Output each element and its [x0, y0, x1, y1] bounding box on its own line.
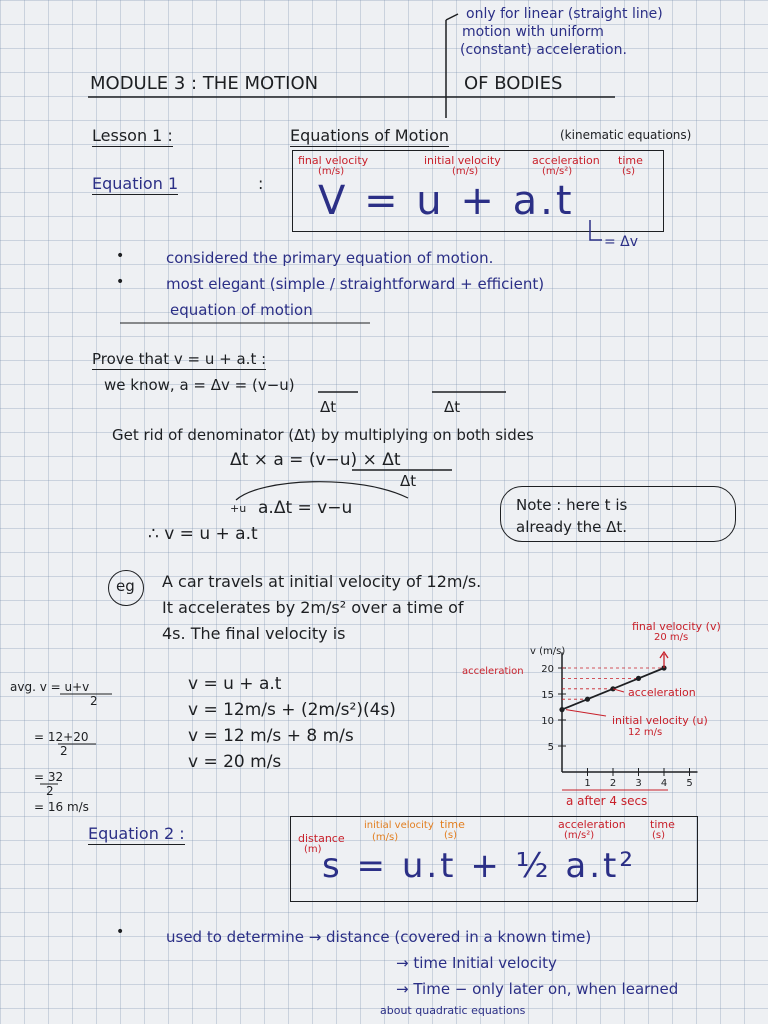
bullet-dot: •: [116, 274, 125, 290]
proof-line4: a.Δt = v−u: [258, 498, 353, 518]
bullet-most-elegant-cont: equation of motion: [170, 301, 313, 319]
graph-accel-label-2: acceleration: [628, 686, 696, 699]
note-bubble-line1: Note : here t is: [516, 496, 628, 514]
graph-point: [636, 676, 641, 681]
eq1-final-unit: (m/s): [318, 166, 345, 177]
graph-initial-label: initial velocity (u): [612, 714, 708, 727]
bullet-most-elegant: most elegant (simple / straightforward + efficient): [166, 275, 545, 293]
note-bubble-line2: already the Δt.: [516, 518, 628, 536]
eq2-time-label: time: [440, 818, 465, 831]
graph-caption: a after 4 secs: [566, 794, 648, 808]
eq1-initial-label: initial velocity: [424, 154, 501, 167]
proof-plus-u: +u: [230, 502, 247, 515]
graph-x-tick-label: 2: [609, 778, 617, 789]
example-line2: It accelerates by 2m/s² over a time of: [162, 598, 464, 617]
bullet-primary-equation: considered the primary equation of motion.: [166, 249, 494, 267]
equation2-label: Equation 2 :: [88, 824, 185, 843]
note-linear-motion-1: only for linear (straight line): [466, 6, 663, 22]
graph-y-label: v (m/s): [530, 646, 566, 657]
lesson-label: Lesson 1 :: [92, 126, 173, 145]
eq1-time-unit: (s): [622, 166, 636, 177]
graph-x-tick-label: 1: [584, 778, 591, 789]
graph-y-tick-label: 5: [547, 742, 554, 753]
example-work-3: v = 12 m/s + 8 m/s: [188, 726, 354, 746]
eq1-accel-label: acceleration: [532, 154, 600, 167]
proof-line3: Δt × a = (v−u) × Δt: [230, 450, 401, 470]
avg-line1: avg. v = u+v: [10, 680, 90, 694]
equation1-colon: :: [258, 174, 264, 193]
avg-line4: = 16 m/s: [34, 800, 89, 814]
proof-line5: ∴ v = u + a.t: [148, 524, 258, 544]
move-u-arrow: [236, 482, 408, 500]
eq2-distance-label: distance: [298, 832, 345, 845]
graph-y-tick-label: 15: [541, 690, 554, 701]
eq2-accel-unit: (m/s²): [564, 830, 595, 841]
eq1-initial-unit: (m/s): [452, 166, 479, 177]
eq2-used-to-determine: used to determine → distance (covered in a known time): [166, 928, 592, 946]
eq1-delta-note: = Δv: [604, 234, 639, 250]
example-work-4: v = 20 m/s: [188, 752, 282, 772]
delta-arrow: [590, 220, 602, 240]
avg-line1-den: 2: [90, 694, 98, 708]
bullet-dot: •: [116, 924, 125, 940]
graph-point: [585, 697, 590, 702]
note-linear-motion-3: (constant) acceleration.: [460, 42, 627, 58]
eq2-time2-unit: (s): [652, 830, 666, 841]
eq2-distance-unit: (m): [304, 844, 322, 855]
module-title: MODULE 3 : THE MOTION: [90, 73, 319, 94]
eq1-accel-unit: (m/s²): [542, 166, 573, 177]
graph-initial-value: 12 m/s: [628, 727, 663, 738]
eq2-initial-label: initial velocity: [364, 820, 434, 831]
eq1-final-label: final velocity: [298, 154, 369, 167]
proof-line2: Get rid of denominator (Δt) by multiplying on both sides: [112, 426, 534, 444]
proof-den3: Δt: [400, 472, 417, 490]
proof-line1: we know, a = Δv = (v−u): [104, 376, 295, 394]
eq2-initial-unit: (m/s): [372, 832, 399, 843]
example-work-1: v = u + a.t: [188, 674, 282, 694]
graph-x-tick-label: 3: [635, 778, 642, 789]
avg-line3-den: 2: [46, 784, 54, 798]
bullet-dot: •: [116, 248, 125, 264]
eq2-accel-label: acceleration: [558, 818, 626, 831]
proof-den2: Δt: [444, 398, 461, 416]
eq1-time-label: time: [618, 154, 643, 167]
example-work-2: v = 12m/s + (2m/s²)(4s): [188, 700, 396, 720]
eq2-time-unit: (s): [444, 830, 458, 841]
avg-line2: = 12+20: [34, 730, 89, 744]
graph-x-tick-label: 4: [660, 778, 668, 789]
avg-line3: = 32: [34, 770, 64, 784]
lesson-topic: Equations of Motion: [290, 126, 450, 145]
eq2-time2-label: time: [650, 818, 675, 831]
graph-y-tick-label: 10: [541, 716, 554, 727]
graph-x-tick-label: 5: [686, 778, 693, 789]
equation1-label: Equation 1: [92, 174, 179, 193]
lesson-topic-note: (kinematic equations): [560, 128, 692, 142]
eq2-determine-initial: → time Initial velocity: [396, 954, 557, 972]
example-line1: A car travels at initial velocity of 12m/s.: [162, 572, 482, 591]
eq2-determine-time: → Time − only later on, when learned: [396, 980, 679, 998]
proof-heading: Prove that v = u + a.t :: [92, 350, 267, 368]
graph-point: [559, 707, 564, 712]
graph-accel-label-1: acceleration: [462, 666, 524, 677]
graph-y-tick-label: 20: [541, 664, 554, 675]
graph-final-value: 20 m/s: [654, 632, 689, 643]
proof-den1: Δt: [320, 398, 337, 416]
avg-line2-den: 2: [60, 744, 68, 758]
graph-initial-pointer: [566, 710, 606, 716]
note-pointer-arrow: [446, 14, 458, 20]
note-linear-motion-2: motion with uniform: [462, 24, 604, 40]
equation2-formula: s = u.t + ½ a.t²: [322, 846, 636, 886]
example-line3: 4s. The final velocity is: [162, 624, 346, 643]
example-badge: eg: [116, 577, 135, 595]
eq2-determine-time-cont: about quadratic equations: [380, 1004, 526, 1017]
equation1-formula: V = u + a.t: [318, 178, 575, 224]
module-title-b: OF BODIES: [464, 73, 563, 94]
graph-final-label: final velocity (v): [632, 620, 721, 633]
